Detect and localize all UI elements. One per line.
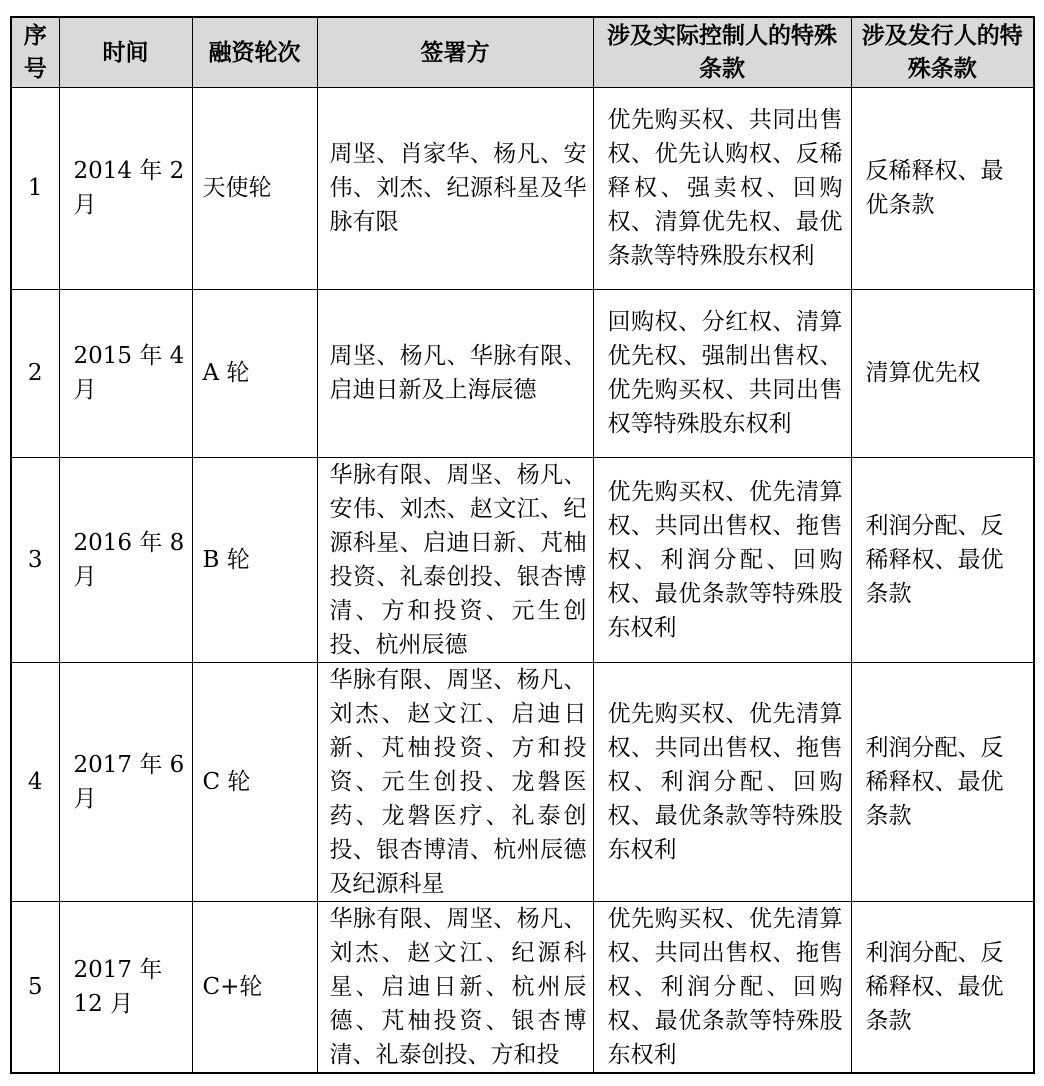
cell-round: C+轮	[192, 901, 317, 1073]
cell-parties: 周坚、肖家华、杨凡、安伟、刘杰、纪源科星及华脉有限	[317, 87, 593, 289]
header-issuer-terms: 涉及发行人的特殊条款	[851, 17, 1034, 87]
header-time: 时间	[59, 17, 192, 87]
cell-issuer-terms: 利润分配、反稀释权、最优条款	[851, 457, 1034, 662]
header-seq: 序号	[11, 17, 59, 87]
cell-time: 2017 年 6 月	[59, 662, 192, 901]
header-controller-terms: 涉及实际控制人的特殊条款	[593, 17, 851, 87]
financing-special-terms-table	[10, 16, 1035, 1074]
cell-time: 2014 年 2 月	[59, 87, 192, 289]
cell-seq: 1	[11, 87, 59, 289]
cell-seq: 5	[11, 901, 59, 1073]
table-body	[11, 87, 1034, 1073]
cell-round: C 轮	[192, 662, 317, 901]
cell-controller-terms: 回购权、分红权、清算优先权、强制出售权、优先购买权、共同出售权等特殊股东权利	[593, 289, 851, 457]
cell-parties: 华脉有限、周坚、杨凡、刘杰、赵文江、纪源科星、启迪日新、杭州辰德、芃柚投资、银杏博清、礼泰创投、方和投	[317, 901, 593, 1073]
cell-round: 天使轮	[192, 87, 317, 289]
cell-seq: 3	[11, 457, 59, 662]
table-row	[11, 901, 1034, 1073]
cell-parties: 华脉有限、周坚、杨凡、安伟、刘杰、赵文江、纪源科星、启迪日新、芃柚投资、礼泰创投、银杏博清、方和投资、元生创投、杭州辰德	[317, 457, 593, 662]
cell-time: 2015 年 4 月	[59, 289, 192, 457]
cell-time: 2017 年 12 月	[59, 901, 192, 1073]
cell-controller-terms: 优先购买权、共同出售权、优先认购权、反稀释权、强卖权、回购权、清算优先权、最优条款等特殊股东权利	[593, 87, 851, 289]
table-row	[11, 87, 1034, 289]
cell-parties: 华脉有限、周坚、杨凡、刘杰、赵文江、启迪日新、芃柚投资、方和投资、元生创投、龙磐医药、龙磐医疗、礼泰创投、银杏博清、杭州辰德及纪源科星	[317, 662, 593, 901]
table-header	[11, 17, 1034, 87]
header-parties: 签署方	[317, 17, 593, 87]
header-row	[11, 17, 1034, 87]
cell-issuer-terms: 反稀释权、最优条款	[851, 87, 1034, 289]
cell-round: B 轮	[192, 457, 317, 662]
cell-issuer-terms: 利润分配、反稀释权、最优条款	[851, 901, 1034, 1073]
cell-round: A 轮	[192, 289, 317, 457]
header-round: 融资轮次	[192, 17, 317, 87]
table-row	[11, 457, 1034, 662]
cell-controller-terms: 优先购买权、优先清算权、共同出售权、拖售权、利润分配、回购权、最优条款等特殊股东权利	[593, 662, 851, 901]
cell-issuer-terms: 清算优先权	[851, 289, 1034, 457]
cell-parties: 周坚、杨凡、华脉有限、启迪日新及上海辰德	[317, 289, 593, 457]
cell-controller-terms: 优先购买权、优先清算权、共同出售权、拖售权、利润分配、回购权、最优条款等特殊股东权利	[593, 457, 851, 662]
table-row	[11, 662, 1034, 901]
cell-seq: 2	[11, 289, 59, 457]
cell-seq: 4	[11, 662, 59, 901]
cell-issuer-terms: 利润分配、反稀释权、最优条款	[851, 662, 1034, 901]
table-row	[11, 289, 1034, 457]
cell-controller-terms: 优先购买权、优先清算权、共同出售权、拖售权、利润分配、回购权、最优条款等特殊股东权利	[593, 901, 851, 1073]
cell-time: 2016 年 8 月	[59, 457, 192, 662]
